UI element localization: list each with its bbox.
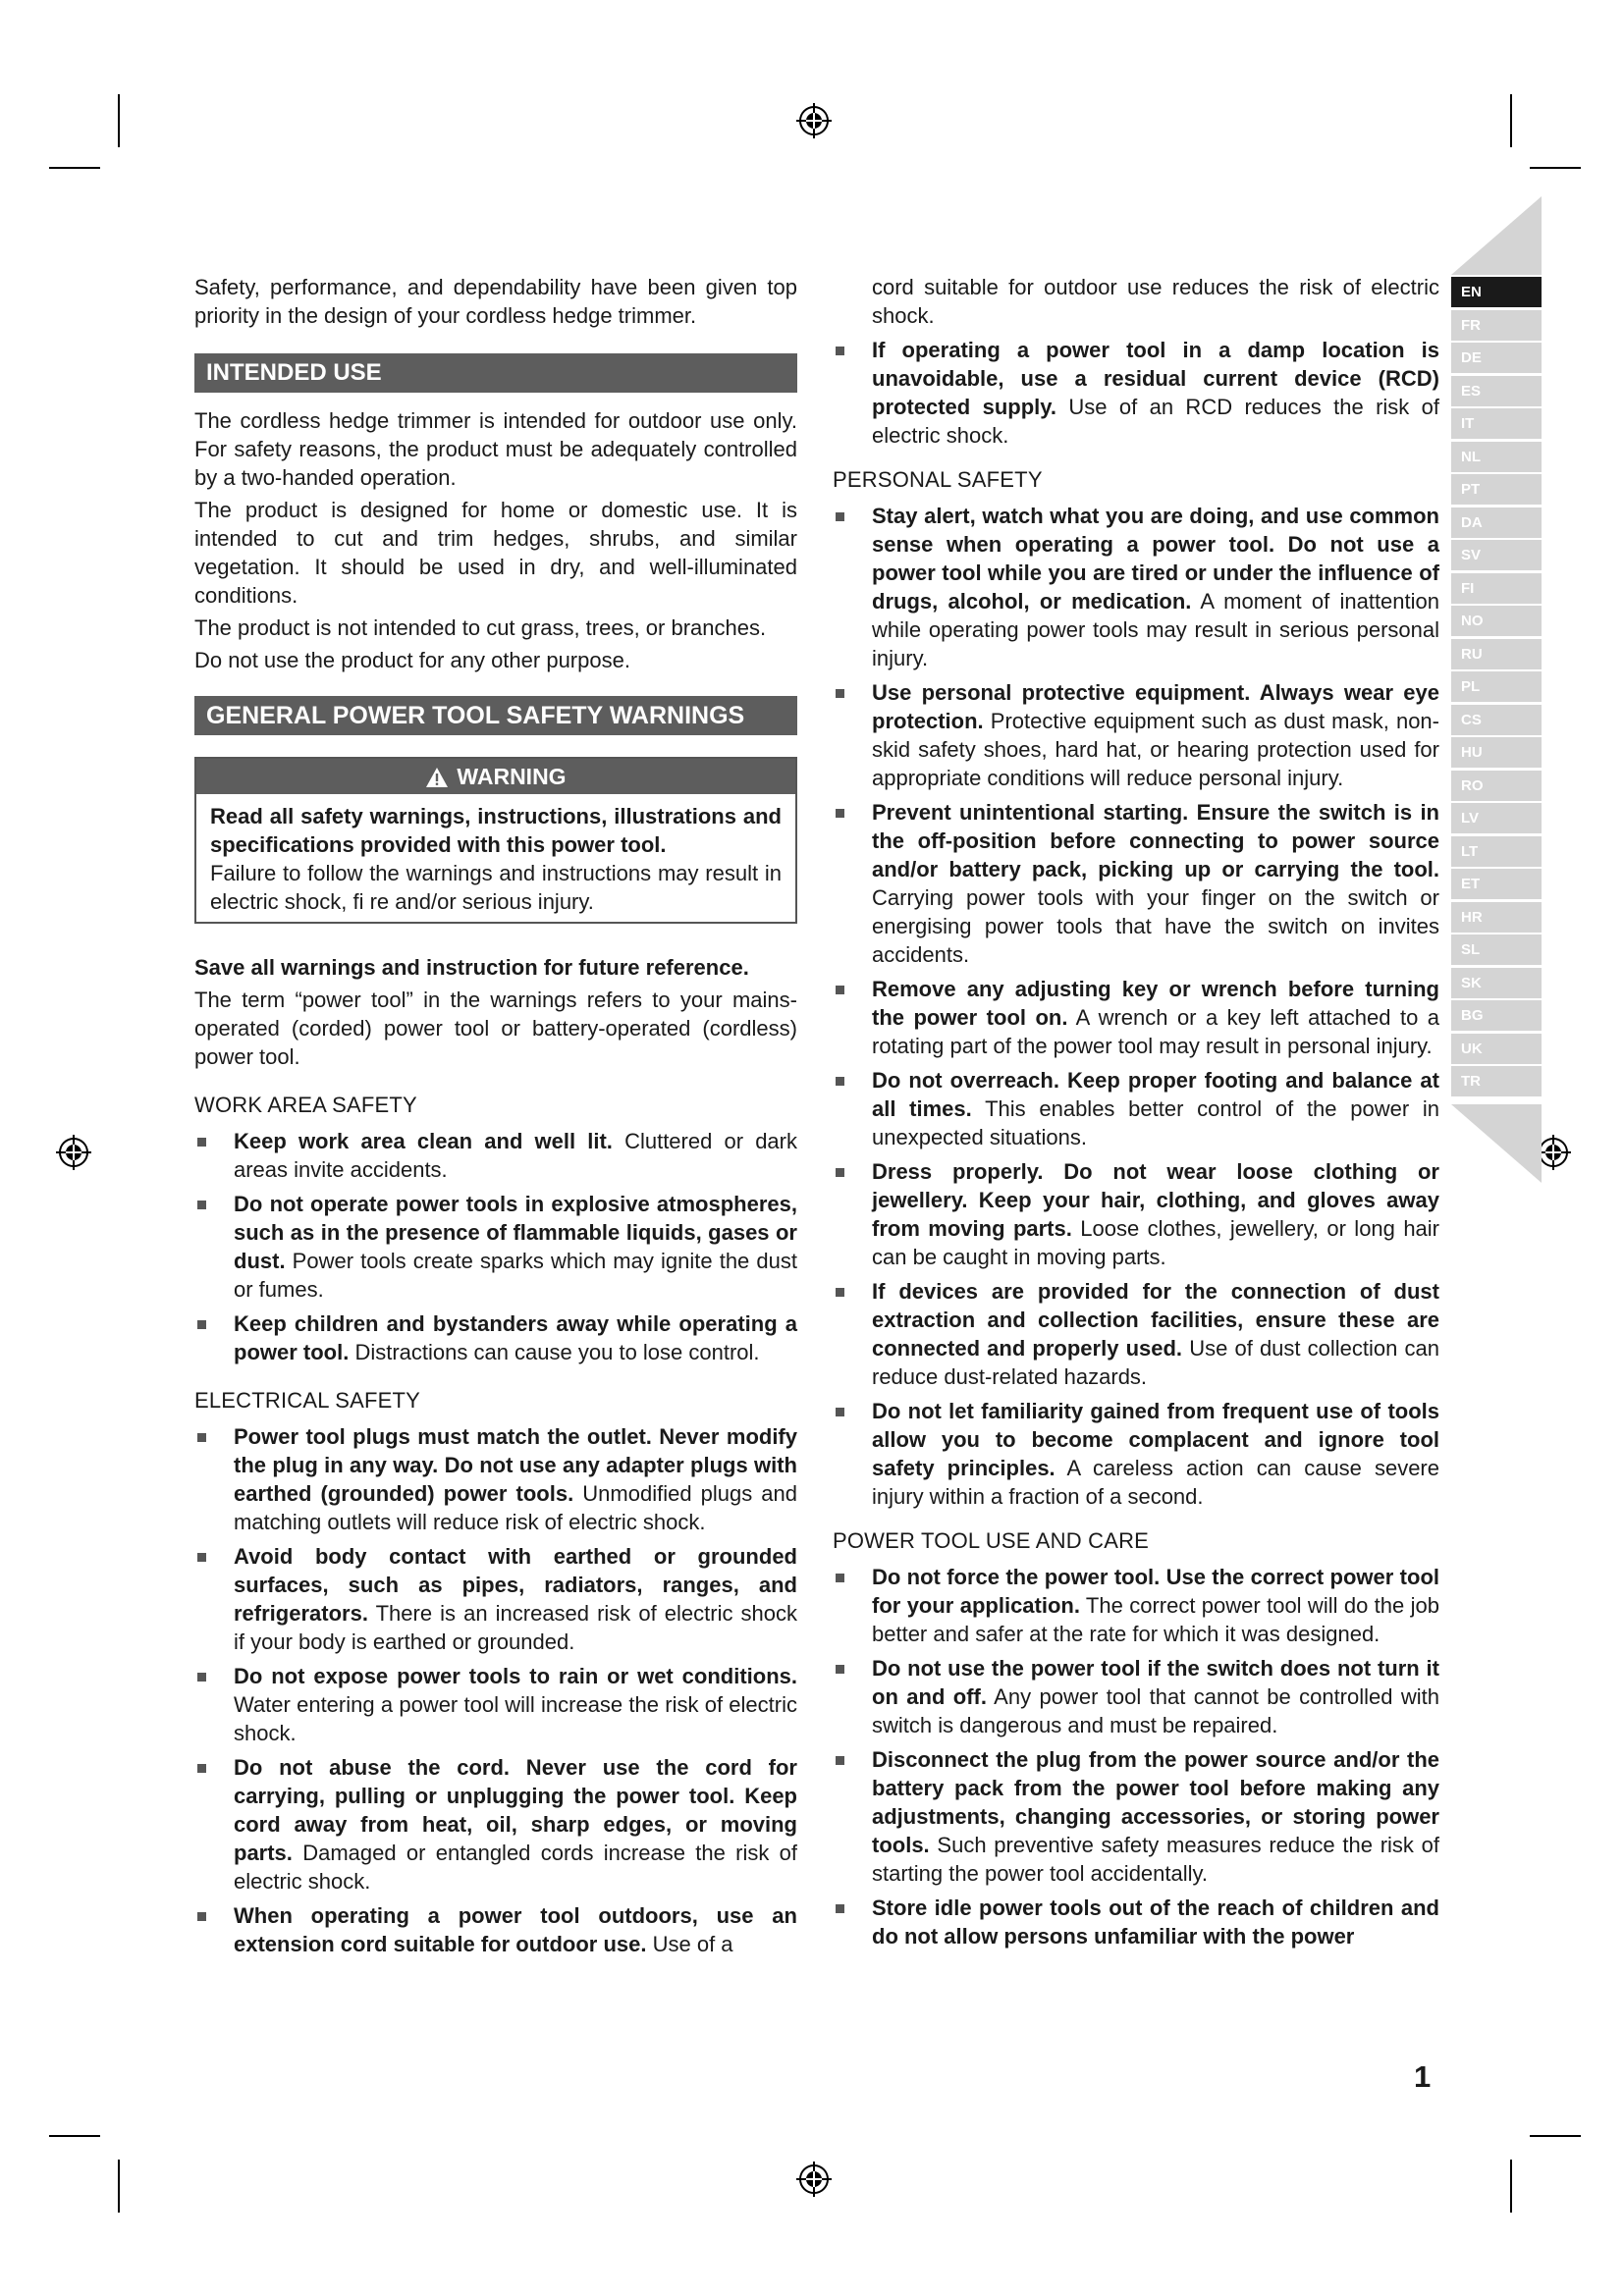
intended-use-paragraph: Do not use the product for any other purpose. bbox=[194, 648, 630, 672]
language-tab-de: DE bbox=[1451, 343, 1542, 373]
language-tab-es: ES bbox=[1451, 376, 1542, 406]
language-tab-fr: FR bbox=[1451, 310, 1542, 341]
term-note: The term “power tool” in the warnings refers to your mains-operated (corded) power tool or battery-operated (cordless) power tool. bbox=[194, 988, 797, 1069]
language-tab-hr: HR bbox=[1451, 902, 1542, 933]
language-tab-it: IT bbox=[1451, 408, 1542, 439]
heading-personal-safety: PERSONAL SAFETY bbox=[833, 467, 1043, 492]
registration-mark-icon bbox=[54, 1133, 93, 1172]
intro-text: Safety, performance, and dependability have been given top priority in the design of your cordless hedge trimmer. bbox=[194, 275, 797, 328]
language-tab-sk: SK bbox=[1451, 968, 1542, 998]
crop-mark bbox=[1530, 2135, 1581, 2137]
sidebar-top-triangle bbox=[1451, 196, 1542, 275]
page-number: 1 bbox=[1414, 2059, 1432, 2094]
registration-mark-icon bbox=[794, 2160, 834, 2199]
language-tab-bg: BG bbox=[1451, 1000, 1542, 1031]
language-tab-uk: UK bbox=[1451, 1034, 1542, 1064]
list-item: Keep work area clean and well lit. Cluttered or dark areas invite accidents. bbox=[194, 1127, 797, 1184]
warning-label: WARNING bbox=[457, 764, 567, 789]
list-item: When operating a power tool outdoors, use an extension cord suitable for outdoor use. Use of a bbox=[194, 1901, 797, 1958]
electrical-list-continued bbox=[833, 336, 1439, 450]
intended-use-paragraph: The product is not intended to cut grass, trees, or branches. bbox=[194, 615, 767, 640]
sidebar-bottom-triangle bbox=[1451, 1104, 1542, 1183]
section-title-intended-use: INTENDED USE bbox=[194, 353, 797, 393]
list-item: Stay alert, watch what you are doing, and use common sense when operating a power tool. Do not use a power tool while you are tired or under the influence of drugs, alcohol, or medication. A moment of inattention while operating power tools may result in serious personal injury. bbox=[833, 502, 1439, 672]
crop-mark bbox=[49, 167, 100, 169]
intended-use-paragraph: The product is designed for home or domestic use. It is intended to cut and trim hedges, shrubs, and similar vegetation. It should be used in dry, and well-illuminated conditions. bbox=[194, 498, 797, 608]
list-item: Dress properly. Do not wear loose clothing or jewellery. Keep your hair, clothing, and gloves away from moving parts. Loose clothes, jewellery, or long hair can be caught in moving parts. bbox=[833, 1157, 1439, 1271]
list-item: Do not let familiarity gained from frequent use of tools allow you to become complacent and ignore tool safety principles. A careless action can cause severe injury within a fraction of a second. bbox=[833, 1397, 1439, 1511]
list-item: Prevent unintentional starting. Ensure the switch is in the off-position before connecting to power source and/or battery pack, picking up or carrying the tool. Carrying power tools with your finger on the switch or energising power tools that have the switch on invites accidents. bbox=[833, 798, 1439, 969]
list-item: Do not use the power tool if the switch does not turn it on and off. Any power tool that cannot be controlled with switch is dangerous and must be repaired. bbox=[833, 1654, 1439, 1739]
work-area-list bbox=[194, 1127, 797, 1366]
crop-mark bbox=[118, 2160, 120, 2213]
language-tab-pl: PL bbox=[1451, 671, 1542, 702]
language-tab-lv: LV bbox=[1451, 803, 1542, 833]
warning-triangle-icon bbox=[425, 767, 449, 788]
list-item: Do not expose power tools to rain or wet conditions. Water entering a power tool will increase the risk of electric shock. bbox=[194, 1662, 797, 1747]
list-item: Store idle power tools out of the reach of children and do not allow persons unfamiliar with the power bbox=[833, 1894, 1439, 1950]
language-tab-ru: RU bbox=[1451, 639, 1542, 669]
language-tab-hu: HU bbox=[1451, 737, 1542, 768]
right-column bbox=[833, 273, 1439, 1956]
list-item: Do not force the power tool. Use the correct power tool for your application. The correct power tool will do the job better and safer at the rate for which it was designed. bbox=[833, 1563, 1439, 1648]
language-tab-cs: CS bbox=[1451, 705, 1542, 735]
continued-text: cord suitable for outdoor use reduces the risk of electric shock. bbox=[872, 275, 1439, 328]
crop-mark bbox=[1510, 94, 1512, 147]
tool-use-list bbox=[833, 1563, 1439, 1950]
left-column bbox=[194, 273, 797, 1964]
crop-mark bbox=[1530, 167, 1581, 169]
language-tab-tr: TR bbox=[1451, 1066, 1542, 1096]
list-item: Do not overreach. Keep proper footing and balance at all times. This enables better control of the power in unexpected situations. bbox=[833, 1066, 1439, 1151]
language-tab-et: ET bbox=[1451, 869, 1542, 899]
language-tab-en: EN bbox=[1451, 277, 1542, 307]
language-tabs bbox=[1451, 277, 1542, 1099]
language-tab-sl: SL bbox=[1451, 934, 1542, 965]
list-item: Disconnect the plug from the power source and/or the battery pack from the power tool before making any adjustments, changing accessories, or storing power tools. Such preventive safety measures reduce the risk of starting the power tool accidentally. bbox=[833, 1745, 1439, 1888]
crop-mark bbox=[118, 94, 120, 147]
list-item: Do not operate power tools in explosive atmospheres, such as in the presence of flammable liquids, gases or dust. Power tools create sparks which may ignite the dust or fumes. bbox=[194, 1190, 797, 1304]
personal-list bbox=[833, 502, 1439, 1511]
language-tab-lt: LT bbox=[1451, 836, 1542, 867]
warning-box bbox=[194, 757, 797, 924]
heading-electrical-safety: ELECTRICAL SAFETY bbox=[194, 1388, 420, 1413]
list-item: Use personal protective equipment. Always wear eye protection. Protective equipment such as dust mask, non-skid safety shoes, hard hat, or hearing protection used for appropriate conditions will reduce personal injury. bbox=[833, 678, 1439, 792]
language-tab-da: DA bbox=[1451, 507, 1542, 538]
section-title-general-warnings: GENERAL POWER TOOL SAFETY WARNINGS bbox=[194, 696, 797, 735]
list-item: Keep children and bystanders away while operating a power tool. Distractions can cause you to lose control. bbox=[194, 1309, 797, 1366]
list-item: Avoid body contact with earthed or grounded surfaces, such as pipes, radiators, ranges, and refrigerators. There is an increased risk of electric shock if your body is earthed or grounded. bbox=[194, 1542, 797, 1656]
list-item: If operating a power tool in a damp location is unavoidable, use a residual current device (RCD) protected supply. Use of an RCD reduces the risk of electric shock. bbox=[833, 336, 1439, 450]
heading-work-area-safety: WORK AREA SAFETY bbox=[194, 1093, 417, 1117]
heading-power-tool-use: POWER TOOL USE AND CARE bbox=[833, 1528, 1150, 1553]
warning-body bbox=[196, 794, 795, 922]
warning-text: Failure to follow the warnings and instructions may result in electric shock, fi re and/or serious injury. bbox=[210, 861, 782, 914]
language-tab-no: NO bbox=[1451, 606, 1542, 636]
intended-use-paragraph: The cordless hedge trimmer is intended for outdoor use only. For safety reasons, the product must be adequately controlled by a two-handed operation. bbox=[194, 408, 797, 490]
crop-mark bbox=[49, 2135, 100, 2137]
list-item: Do not abuse the cord. Never use the cord for carrying, pulling or unplugging the power tool. Keep cord away from heat, oil, sharp edges, or moving parts. Damaged or entangled cords increase the risk of electric shock. bbox=[194, 1753, 797, 1896]
language-tab-ro: RO bbox=[1451, 771, 1542, 801]
list-item: Power tool plugs must match the outlet. Never modify the plug in any way. Do not use any adapter plugs with earthed (grounded) power tools. Unmodified plugs and matching outlets will reduce risk of electric shock. bbox=[194, 1422, 797, 1536]
list-item: Remove any adjusting key or wrench before turning the power tool on. A wrench or a key left attached to a rotating part of the power tool may result in personal injury. bbox=[833, 975, 1439, 1060]
crop-mark bbox=[1510, 2160, 1512, 2213]
save-note: Save all warnings and instruction for future reference. bbox=[194, 955, 749, 980]
registration-mark-icon bbox=[794, 101, 834, 140]
warning-header bbox=[196, 759, 795, 794]
language-tab-nl: NL bbox=[1451, 442, 1542, 472]
electrical-list bbox=[194, 1422, 797, 1958]
language-tab-sv: SV bbox=[1451, 540, 1542, 570]
language-tab-pt: PT bbox=[1451, 474, 1542, 505]
warning-bold-text: Read all safety warnings, instructions, illustrations and specifications provided with this power tool. bbox=[210, 804, 782, 857]
list-item: If devices are provided for the connection of dust extraction and collection facilities, ensure these are connected and properly used. Use of dust collection can reduce dust-related hazards. bbox=[833, 1277, 1439, 1391]
language-tab-fi: FI bbox=[1451, 573, 1542, 604]
